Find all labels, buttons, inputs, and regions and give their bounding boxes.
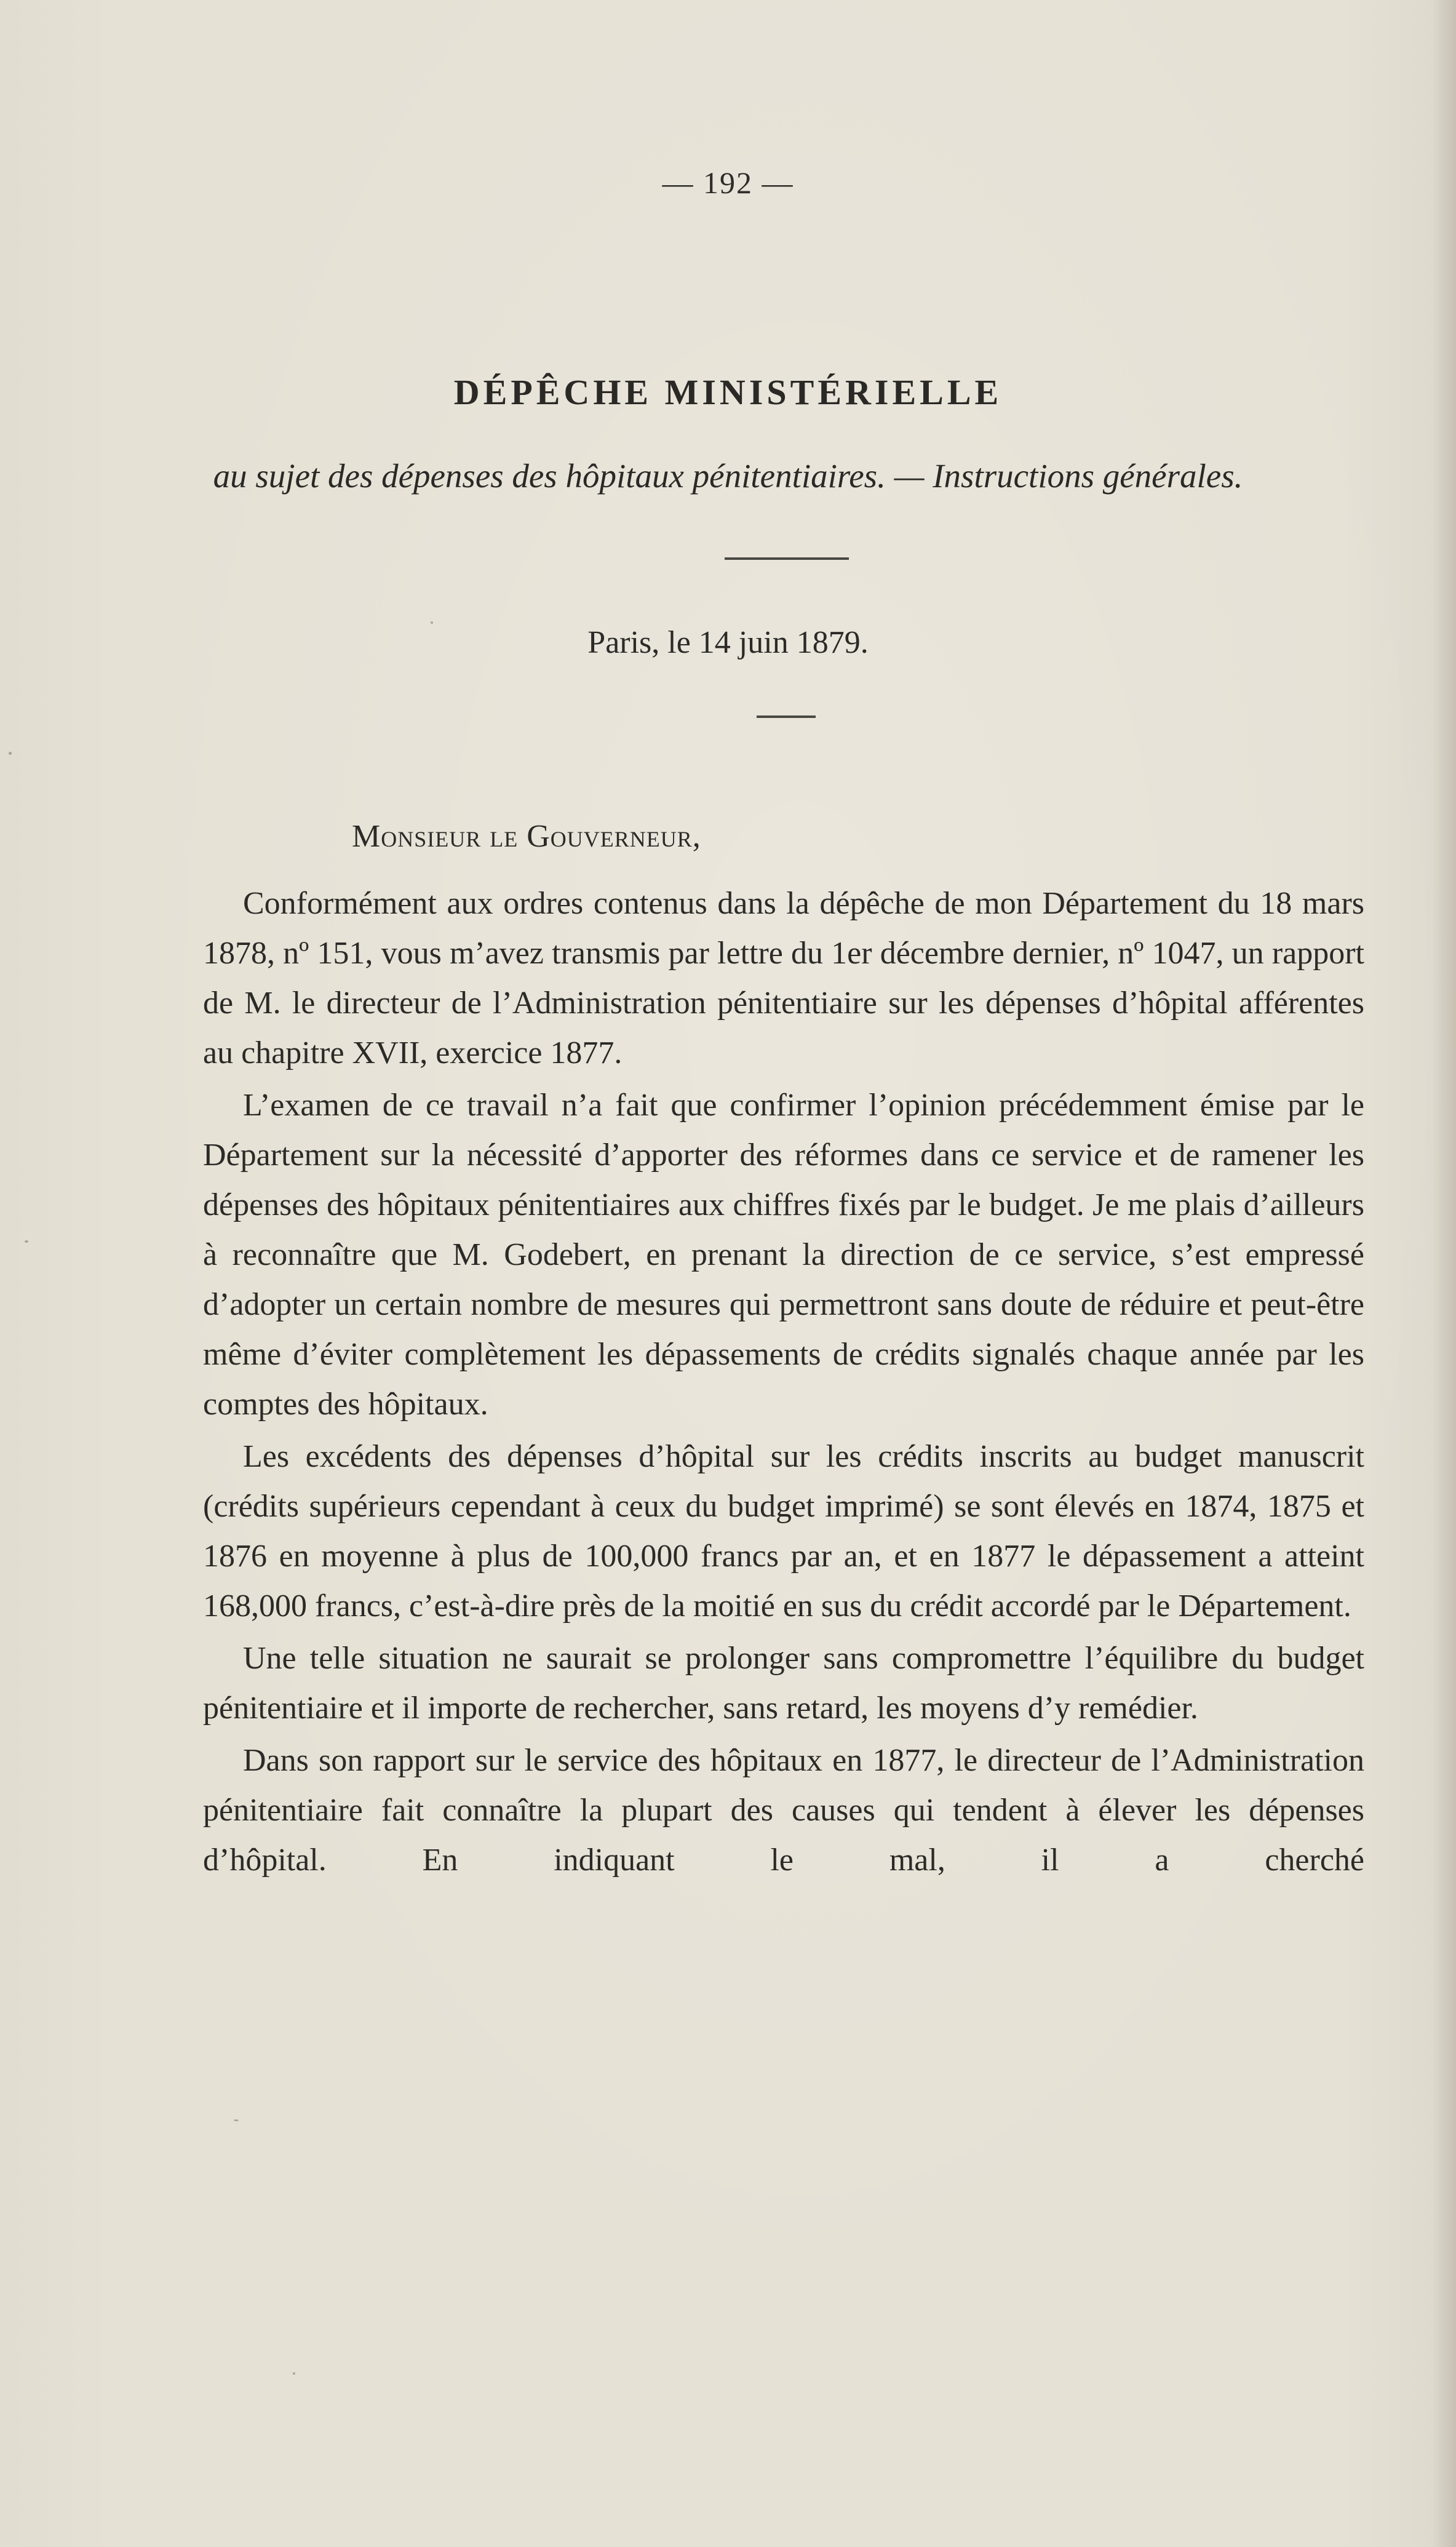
paragraph: Une telle situation ne saurait se prolonger sans compromettre l’équilibre du budget pénitentiaire et il importe de rechercher, sans retard, les moyens d’y remédier. <box>203 1641 1364 1726</box>
separator-rule-short <box>757 715 816 718</box>
dateline: Paris, le 14 juin 1879. <box>587 625 869 660</box>
paragraph: Dans son rapport sur le service des hôpitaux en 1877, le directeur de l’Administration pénitentiaire fait connaître la plupart des causes qui tendent à élever les dépenses d’hôpital. En indiquant le mal, il a cherché <box>203 1743 1364 1878</box>
letter-body <box>203 879 1364 1887</box>
paragraph: Les excédents des dépenses d’hôpital sur les crédits inscrits au budget manuscrit (crédits supérieurs cependant à ceux du budget imprimé) se sont élevés en 1874, 1875 et 1876 en moyenne à plus de 100,000 francs par an, et en 1877 le dépassement a atteint 168,000 francs, c’est-à-dire près de la moitié en sus du crédit accordé par le Département. <box>203 1439 1364 1624</box>
document-title: DÉPÊCHE MINISTÉRIELLE <box>453 372 1003 412</box>
document-subtitle: au sujet des dépenses des hôpitaux pénitentiaires. — Instructions générales. <box>213 457 1243 495</box>
salutation: Monsieur le Gouverneur, <box>352 819 701 854</box>
speck <box>234 2119 239 2121</box>
paragraph: Conformément aux ordres contenus dans la dépêche de mon Département du 18 mars 1878, nº 151, vous m’avez transmis par lettre du 1er décembre dernier, nº 1047, un rapport de M. le directeur de l’Administration pénitentiaire sur les dépenses d’hôpital afférentes au chapitre XVII, exercice 1877. <box>203 886 1364 1070</box>
separator-rule <box>725 557 849 560</box>
speck <box>9 752 12 755</box>
speck <box>431 621 433 624</box>
paragraph: L’examen de ce travail n’a fait que confirmer l’opinion précédemment émise par le Département sur la nécessité d’apporter des réformes dans ce service et de ramener les dépenses des hôpitaux pénitentiaires aux chiffres fixés par le budget. Je me plais d’ailleurs à reconnaître que M. Godebert, en prenant la direction de ce service, s’est empressé d’adopter un certain nombre de mesures qui permettront sans doute de réduire et peut-être même d’éviter complètement les dépassements de crédits signalés chaque année par les comptes des hôpitaux. <box>203 1088 1364 1422</box>
speck <box>25 1240 28 1243</box>
speck <box>293 2372 295 2375</box>
page-number: — 192 — <box>662 165 794 200</box>
